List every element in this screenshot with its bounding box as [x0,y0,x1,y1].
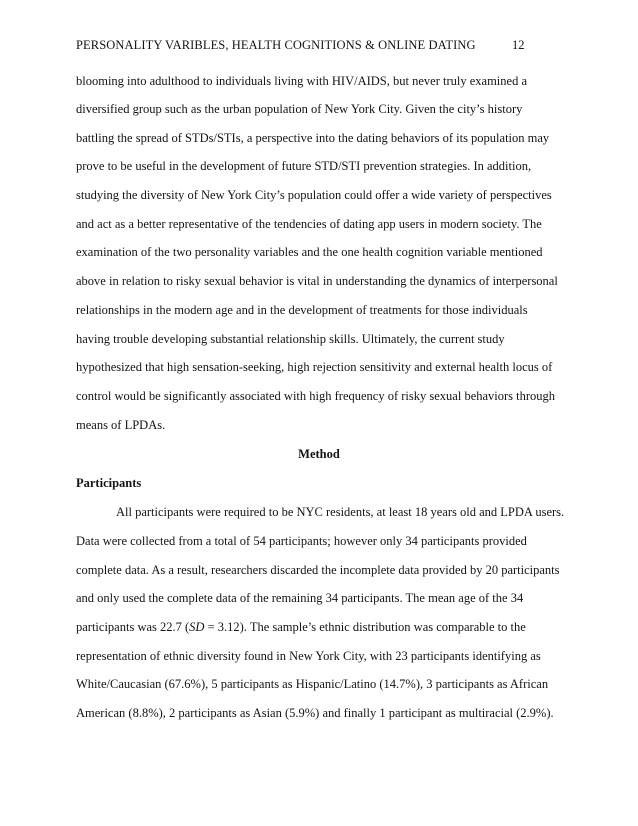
body-line: above in relation to risky sexual behavior is vital in understanding the dynamics of interpersonal [76,274,558,288]
body-line: examination of the two personality variables and the one health cognition variable mentioned [76,245,543,259]
body-line: representation of ethnic diversity found in New York City, with 23 participants identifying as [76,649,541,663]
body-line: White/Caucasian (67.6%), 5 participants as Hispanic/Latino (14.7%), 3 participants as African [76,677,549,691]
section-heading-method: Method [298,447,340,461]
page-number: 12 [512,38,525,52]
body-line: relationships in the modern age and in the development of treatments for those individuals [76,303,528,317]
body-line: prove to be useful in the development of future STD/STI prevention strategies. In addition, [76,159,532,173]
body-line: All participants were required to be NYC residents, at least 18 years old and LPDA users. [116,505,565,519]
body-line: studying the diversity of New York City’s population could offer a wide variety of perspectives [76,188,552,202]
body-line: Data were collected from a total of 54 participants; however only 34 participants provided [76,534,527,548]
body-line: control would be significantly associated with high frequency of risky sexual behaviors through [76,389,556,403]
subsection-heading-participants: Participants [76,476,142,490]
body-line: American (8.8%), 2 participants as Asian (5.9%) and finally 1 participant as multiracial (2.9%). [76,706,554,720]
body-text-segment: participants was 22.7 ( [76,620,190,634]
body-line: and only used the complete data of the remaining 34 participants. The mean age of the 34 [76,591,524,605]
body-line: complete data. As a result, researchers discarded the incomplete data provided by 20 participants [76,563,560,577]
body-line: hypothesized that high sensation-seeking, high rejection sensitivity and external health locus of [76,360,553,374]
running-head: PERSONALITY VARIBLES, HEALTH COGNITIONS & ONLINE DATING [76,38,476,52]
body-line: diversified group such as the urban population of New York City. Given the city’s history [76,102,523,116]
body-line: battling the spread of STDs/STIs, a perspective into the dating behaviors of its population may [76,131,550,145]
body-line: blooming into adulthood to individuals living with HIV/AIDS, but never truly examined a [76,74,527,88]
body-line [76,619,566,635]
body-text-segment: = 3.12). The sample’s ethnic distribution was comparable to the [204,620,526,634]
body-line: and act as a better representative of the tendencies of dating app users in modern society. The [76,217,542,231]
body-line: means of LPDAs. [76,418,166,432]
body-line: having trouble developing substantial relationship skills. Ultimately, the current study [76,332,505,346]
sd-symbol: SD [189,620,205,634]
